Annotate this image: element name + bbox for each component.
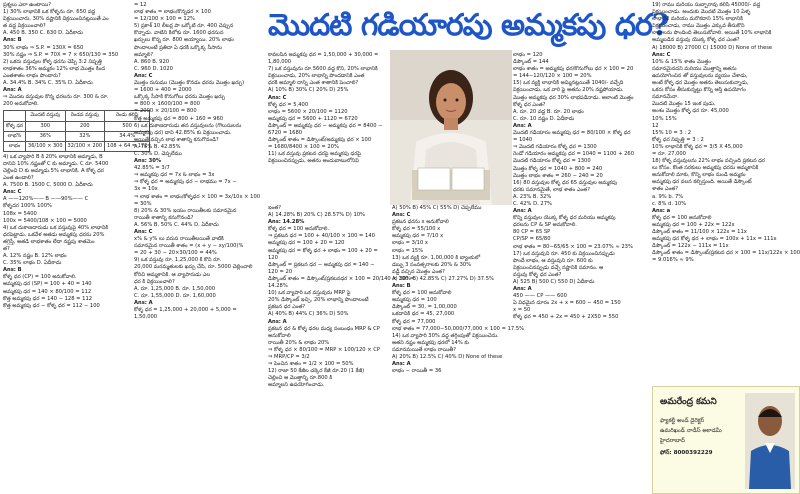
text-line: c. 8% d. 10% (652, 200, 687, 207)
text-line: 11) ఒక వస్తువు ప్రకటన ధరపై అమ్మకపు ధరపై (268, 151, 361, 158)
text-line: A) 10% B) 30% C) 20% D) 25% (268, 87, 349, 94)
text-line: A. 34.4% B. 34% C. 35% D. ఏదీకాదు (3, 80, 93, 87)
student-photo (390, 50, 512, 205)
text-line: C. 42% D. 27% (513, 200, 552, 207)
text-line: = 1680/8400 × 100 = 20% (268, 144, 339, 151)
table-header-cell (4, 111, 26, 121)
text-line: ధరలను CP & SP అనుకోవాలి. (513, 222, 577, 229)
text-line: శాతం ఎంత? (652, 186, 678, 193)
text-line: 3x = 10x (134, 186, 158, 193)
text-line: డిస్కౌంట్ శాతం = డిస్కౌంట్/ప్రకటనధర × 100 = 20/140 × 100 = (268, 275, 415, 282)
text-line: మొత్తం రుసుము (మొత్తం కొనడం ధరను మొత్తం ఖర్చు) (134, 80, 245, 87)
text-line: కోళ్ళ ధర ఎంత? (513, 101, 546, 108)
table-cell: 34.4% (105, 131, 150, 141)
text-line: ⇒ మొదట వస్తువుల కొన్న ధరలను రూ. 300 & రూ. (3, 94, 109, 101)
text-line: తగ్గిస్తే, అతడి లాభశాతం లేదా నష్టపు శాతమెం (3, 238, 95, 245)
text-line: ఖర్చులు కొన్న రూ. 800 అయ్యాయి. 20% లాభం (134, 37, 234, 44)
text-line: = 9.016% ≈ 9% (652, 257, 694, 264)
text-line: = 1600 + 400 = 2000 (134, 87, 192, 94)
text-line: A. రూ. 1,25,000 B. రూ. 1,50,000 (134, 285, 216, 292)
text-line: లాభ శాతం = 77,000−50,000/77,000 × 100 = 17.5% (392, 325, 525, 332)
text-line: డిస్కౌంట్ = 122x − 111x = 11x (652, 243, 729, 250)
text-line: Ans: A (3, 87, 22, 94)
text-line: 2) ఒకరు వస్తువుల కోళ్ళ ధరను చెప్పి 3:2 నిష్పత్తి (3, 58, 102, 65)
text-line: సమానమయితే లాభం రాయితీ? (392, 346, 457, 353)
text-line: ⇒ అమ్మకపు ధర = 7x & లాభం = 3x (134, 172, 215, 179)
text-line: విక్రయించాడు, ఒక వారి ఫై అతను 20% నష్టపోయాడు. (513, 87, 624, 94)
text-line: లాభ శాతం = 80−65/65 × 100 = 23.07% ≈ 23% (513, 243, 633, 250)
table-header-cell: మొదటి వస్తువు (26, 111, 66, 121)
text-line: A. 12% నష్టం B. 12% లాభం (3, 253, 67, 260)
text-line: 200 అనుకోవాలి. (3, 101, 39, 108)
text-line: Ans: a (652, 207, 671, 214)
text-line: 100x = 5400/108 × 100 = 5000 (3, 217, 87, 224)
text-line: సమానమైన రాయితీ శాతం = (x + y − xy/100)% (134, 243, 244, 250)
text-line: అమ్మకపు ధర = 100 + 22x = 122x (652, 221, 735, 228)
text-line: x% & y% లు వరుస రాయితీలయితే వాటికి (134, 236, 224, 243)
text-line: చెల్లించి D కు అమ్మాడు.5% లాభానికి. A కోళ్ళ ధర (3, 167, 104, 174)
text-line: C. 960 D. 1020 (134, 65, 173, 72)
text-line: 10% & 15% శాతం మొత్తం (652, 58, 711, 65)
text-line: రాయితీ శాతాన్ని కనుగొనండి? (134, 214, 194, 221)
text-line: అమ్మకపు ధర) దాని 42.85% కు విక్రయించాడు. (134, 129, 232, 136)
text-line: వడ్డీ వచ్చిన మొత్తం ఎంత? (392, 268, 445, 275)
text-line: సమానమైనదని మరియు మొత్తాన్ని అతను (652, 65, 737, 72)
text-line: కోరిచి అమ్మకానికి. ఆ వ్యాపారుడు ఎల (134, 271, 211, 278)
text-line: 17) ఒక వస్తువుని రూ. 450 కు విక్రయించినప్పుడు (513, 250, 615, 257)
text-line: డిస్కౌంట్ = 144 (513, 59, 549, 66)
table-header-cell: రెండు కలిపి (105, 111, 150, 121)
text-line: = 30% (134, 200, 152, 207)
text-line: = 144−120/120 × 100 = 20% (513, 73, 592, 80)
text-line: 14) ఒక వ్యాపారి 30% వద్ద తగ్గింపుతో విక్రయించెను. (392, 332, 499, 339)
table-cell: కోళ్ళ ధర (4, 121, 26, 131)
text-line: వస్తువు కోళ్ళ ధర ఎంత? (513, 271, 562, 278)
table-cell: 32% (65, 131, 105, 141)
text-line: కోళ్ళదర 100% 100% (3, 203, 52, 210)
text-line: Ans: C (134, 229, 153, 235)
text-line: కోళ్ళ ధర = 1,25,000 + 20,000 + 5,000 = (134, 307, 237, 314)
text-line: కోళ్ళ ధర (CP) = 100 అనుకోవాలి. (3, 274, 77, 281)
text-line: A) 525 B) 500 C) 550 D) ఏదీకాదు (513, 279, 595, 285)
author-city: హైదరాబాద్ (660, 438, 685, 444)
text-line: A) 30% B) 42.85% C) 27.27% D) 37.5% (392, 275, 494, 282)
text-line: Ans: A (134, 299, 153, 306)
text-line: = 20 + 30 − 20×30/100 = 44% (134, 250, 217, 257)
text-line: 120 (268, 254, 278, 261)
text-line: A) 18000 B) 27000 C) 15000 D) None of these (652, 44, 773, 51)
table-row (4, 141, 150, 151)
text-line: A. 56% B. 50% C. 44% D. ఏదీకాదు (134, 221, 219, 228)
text-line: ఒక్కొక్క సీసాకి కొనుగోలు ధరను మొత్తం ఖర్చు (134, 94, 226, 101)
text-line: అమ్మకపు ధర = 100 (392, 297, 437, 304)
text-line: 12 (652, 122, 659, 129)
text-line: C. రూ. 1,55,000 D. రూ. 1,60,000 (134, 292, 216, 299)
text-line: విక్రయించినప్పుడు వచ్చే నష్టానికి సమానం. ఆ (513, 264, 604, 271)
text-line: లు కోసం. కొంత సరకులు అమ్మకపు ధరను అమ్మకానికి (652, 165, 759, 172)
text-line: CP/SP = 65/80 (513, 236, 551, 243)
text-line: కొత్త అమ్మకపు ధర = 140 − 128 = 112 (3, 295, 93, 302)
text-line: Ans: C (392, 212, 411, 219)
text-line: దానిని 10% నష్టంతో C కు అమ్మాడు. C రూ. 5400 (3, 160, 109, 167)
text-line: లాభ శాతం = లాభం/కొన్నధర × 100 (134, 9, 211, 16)
text-line: ధరకి అమ్మాలి దాన్ని ఎంత శాతానికి పెంచాలి? (268, 80, 359, 87)
text-line: A) 20% B) 12.5% C) 40% D) None of these (392, 353, 503, 360)
text-line: ప్రశ్నలు ఎలా ఉంటాయి? (3, 2, 52, 8)
text-line: డిస్కౌంట్ = ప్రకటన ధర − అమ్మకపు ధర = 140 − (268, 261, 375, 268)
article-title: మొదటి గడియారపు అమ్మకపు ధర? (268, 8, 669, 43)
text-line: 80 CP = 65 SP (513, 229, 551, 236)
text-line: 450 —— CP —— 600 (513, 293, 567, 300)
text-line: అమ్మకపు ధర కోళ్ళ ధర + లాభం = 100x + 11x = 111x (652, 236, 777, 243)
text-line: ధరకు సమానమైతే, లాభ శాతం ఎంత? (513, 186, 590, 193)
text-line: = 12/100 × 100 = 12% (134, 16, 195, 23)
text-line: x = 50 (513, 307, 531, 314)
text-line: డిస్కౌంట్ శాతం = డిస్కౌంట్/అమ్మకపు ధర × 100 (268, 137, 372, 144)
text-line: అనుకోవాలి (268, 332, 291, 339)
text-line: ⇒ ప్రకటన ధర = 100 + 40/100 × 100 = 140 (268, 233, 375, 240)
text-line: A. 450 B. 350 C. 630 D. ఏదీకాదు (3, 30, 83, 37)
text-line: ఒకదానికి ధర = 45, 27,000 (392, 311, 455, 318)
author-org: ఉమరిఖండ్ నాడీస్ అకాడమీ (660, 428, 722, 434)
text-line: పొందే లాభం, ఆ వస్తువుని రూ. 600 కు (513, 257, 593, 264)
text-line: అంటే కోళ్ళ ధర మొత్తం అతను తెలుసుకున్నాడు, (652, 80, 749, 87)
text-line: = 2000 × 20/100 = 800 (134, 108, 197, 115)
text-line: డిస్కౌంట్ = అమ్మకపు ధర − అమ్మకపు ధర = 8400 − (268, 122, 383, 129)
text-line: కోళ్ళ ధర = 55/100 x (392, 226, 441, 233)
text-line: ⇒ మొదటి గడియారం కోళ్ళ ధర = 1300 (513, 144, 597, 151)
text-line: విక్రయించాడు, రాము మొత్తం ఎక్కువ తీసుకొని (652, 23, 745, 30)
text-line: త? (3, 246, 10, 252)
text-line: A. 23% B. 32% (513, 193, 552, 200)
text-line: అమ్మకపు ధర = 7/10 x (392, 233, 444, 240)
column-4 (513, 52, 649, 492)
text-line: మొత్తం అమ్మకపు ధర 30% లాభపడినాడు. అలాంటి మొత్తం (513, 94, 634, 101)
table-cell: లాభ% (4, 131, 26, 141)
text-line: ⇒ కోళ్ళ ధర = అమ్మకపు ధర − లాభము = 7x − (134, 179, 237, 186)
text-line: అమ్మబడిన వస్తువు యొక్క కోళ్ళ ధర ఎంత? (652, 37, 740, 44)
text-line: అమ్మాలని ఉపయోగించాడు. (268, 382, 325, 389)
text-line: 6720 = 1680 (268, 130, 303, 137)
text-line: 42.85% = 3/7 (134, 165, 170, 172)
student-reading-illustration (390, 50, 512, 205)
text-line: కోళ్ళ ధర = 77,000 (392, 318, 436, 325)
text-line: 4) ఒక దుకాణదారుడు ఒక వస్తువుపై 40% లాభానికి (3, 224, 109, 231)
table-row (4, 131, 150, 141)
text-line: ఇంత? (268, 205, 281, 211)
text-line: లాభం శాతం = అమ్మకపు ధర/కొనుగోలు ధర × 100 = 20 (513, 66, 634, 73)
text-line: ఏ విధమైన దూరం 2x + x = 600 − 450 = 150 (513, 300, 621, 307)
text-line: 6) ఒక దుకాణదారుడు తన వస్తువులను (గొలుసులను (134, 122, 242, 129)
text-line: 15% 10 = 3 : 2 (652, 129, 692, 136)
text-line: కోళ్ళ ధర = 5,400 (268, 101, 309, 108)
text-line: త వద్ద విక్రయించాలి? (3, 23, 46, 30)
text-line: కొత్త అమ్మకపు ధర − కోళ్ళ ధర = 112 − 100 (3, 302, 100, 309)
text-line: C. 30% D. చెప్పలేము (134, 150, 182, 157)
text-line: అతని నష్టం అమ్మకపు ధరలో 14% కు (392, 339, 469, 346)
text-line: ఒకరు కోసం తీసుకున్నట్టు కొన్ని ఆస్తి ఉపయోగం (652, 87, 746, 94)
text-line: ఎంత ఉండాలి? (3, 175, 34, 182)
table-cell: 200 (65, 121, 105, 131)
table-row (4, 121, 150, 131)
author-name: అమరేంద్ర కమని (660, 397, 717, 407)
text-line: అమ్మకపు ధర = 140 × 80/100 = 112 (3, 288, 92, 295)
text-line: కోళ్ళ ధర = 100 అనుకోవాలి (652, 214, 712, 221)
text-line: పొందాలంటే ప్రతిదా ఏ ధరకి ఒక్కొక్క సీసాను (134, 44, 222, 51)
text-line: = 800 × 1600/100 = 800 (134, 101, 200, 108)
text-line: కోళ్ళ ధర = 450 + 2x = 450 + 2X50 = 550 (513, 314, 619, 321)
text-line: ధర కి విక్రయించాలి? (134, 278, 175, 285)
text-line: Ans: A (392, 361, 411, 368)
text-line: అమ్మకపు ధర = కోళ్ళ ధర + లాభం = 100 + 20 = (268, 247, 378, 254)
text-line: మొదటి గడియారం కోళ్ళ ధర = 1300 (513, 158, 591, 165)
text-line: ⇒ కోళ్ళ ధర × 80/100 = MRP × 100/120 × CP (268, 346, 380, 353)
text-line: సమానమేనా. (652, 94, 679, 101)
text-line: అమ్మకపు ధర (SP) = 100 + 40 = 140 (3, 281, 92, 288)
table-cell: 500 (105, 121, 150, 131)
text-line: డిస్కౌంట్ = 30, = 1,00,000 (392, 304, 457, 311)
text-line: = 12 (134, 2, 147, 8)
text-line: Ans: A (268, 318, 287, 325)
text-line: అమ్మాలి? (134, 51, 154, 58)
text-line: Ans: 14.28% (268, 219, 305, 226)
text-line: Ans: C (652, 51, 671, 58)
text-line: ⇒ MRP/CP = 3/2 (268, 353, 310, 360)
text-line: మొదటి మొత్తం 15 ఇంక పుడు, (652, 101, 716, 108)
text-line: 8) 20% & 30% ఇయం రాయితీలకు సమానమైన (134, 207, 237, 214)
text-line: 108x = 5400 (3, 210, 37, 217)
text-line: కొన్ని వస్తువుల యొక్క కోళ్ళ ధర మరియు అమ్మకపు (513, 215, 616, 222)
text-line: కోళ్ళ ధర = 100 అనుకోవాలి. (268, 226, 330, 233)
text-line: 1) 30% లాభానికి ఒక కోళ్ళను రూ. 650 వద్ద (3, 9, 96, 16)
text-line: Ans: 30% (134, 158, 162, 165)
text-line: Ans: B (392, 283, 411, 290)
text-line: A) 14.28% B) 20% C) 28.57% D) 10% (268, 212, 365, 219)
text-line: A. 7500 B. 1500 C. 5000 D. ఏదీకాదు (3, 182, 93, 189)
text-line: డబ్బు 3 సంవత్సరాలకు 20% & 30% (392, 261, 472, 268)
text-line: మొదటి గడియారం అమ్మకపు ధర = 80/100 × కోళ్ళ ధర (513, 130, 631, 137)
text-line: కొన్నాడు. వాటిని కిలోకు రూ. 1600 ధరసున (134, 30, 224, 37)
text-line: అమ్మకపు ధర = 100 + 20 = 120 (268, 240, 345, 247)
text-line: A. 75% B. 42.85% (134, 143, 181, 150)
text-line: మొత్తం కోళ్ళ ధర = 1040 + 800 = 240 (513, 165, 603, 172)
text-line: A. రూ. 20 వద్ద B. రూ. 20 లాభం (513, 108, 584, 115)
text-line: A ——120%—— B ——90%—— C (3, 196, 89, 203)
table-cell: 108 + 64 = 172 (105, 141, 150, 151)
text-line: 12) రాజా 50 కేజీల చక్కెర కేజీ రూ.20 (1 కేజీ) (268, 368, 365, 375)
column-2 (134, 2, 264, 492)
text-line: 1,50,000 (134, 314, 158, 321)
text-line: లాభాలను పొందింది తెలుసుకోవాలి. అయితే 10% లాభానికి (652, 30, 772, 37)
text-line: 13) ఒక వ్యక్తి రూ. 1,00,000 కి బ్యాంకులో (392, 254, 481, 261)
text-line: Ans: C (268, 94, 287, 101)
text-line: A) 40% B) 44% C) 36% D) 50% (268, 311, 349, 318)
table-cell: 32/100 × 200 (65, 141, 105, 151)
text-line: ఎంతశాతం లాభం పొందారు? (3, 72, 61, 79)
text-line: 9) ఒక వస్తువు రూ. 1,25,000 కి కొని రూ. (134, 257, 222, 264)
text-line: లాభానికి మరియు మరొకదాని 15% లాభానికి (652, 16, 743, 23)
text-line: 5) ప్రకాశ్ 10 లీటర్ల పా ఒక్కోటి రూ. 400 చెప్పున (134, 23, 234, 30)
text-line: 4) ఒక వ్యాపారి B కి 20% లాభానికి అమ్మాడు, B (3, 153, 103, 160)
text-line: = రూ. 27,000 (652, 150, 686, 157)
text-line: కోళ్ళ ధర = 100 అనుకోవాలి (392, 290, 452, 297)
column-3-top (268, 52, 386, 207)
text-line: 10% లాభానికి కోళ్ళ ధర = 3/5 X 45,000 (652, 143, 743, 150)
table-cell: 36% (26, 131, 66, 141)
text-line: ⇒ పెంచిన శాతం = 1/2 × 100 = 50% (268, 361, 354, 368)
text-line: 30% నష్టం ⇒ S.P. = 70X = 7 × 650/130 = 350 (3, 51, 119, 58)
text-line: 10) ఒక వ్యాపారి ఒక వస్తువును MRP పై (268, 290, 351, 297)
text-line: విక్రయించాడు, 20% లాభాన్ని పొందడానికి ఎంత (268, 73, 365, 80)
text-line: లాభం = 3/10 x (392, 240, 428, 247)
table-cell: 36/100 × 300 (26, 141, 66, 151)
text-line: 14.28% (268, 283, 288, 290)
text-line: ప్రకటన ధరను x అనుకోవాలి (392, 219, 449, 226)
table-cell: లాభం (4, 141, 26, 151)
text-line: అంశం మొత్తం కోళ్ళ ధర రూ. 45,000 (652, 108, 729, 115)
text-line: 1,80,000 (268, 59, 292, 66)
text-line: అయితే వచ్చిన లాభ శాతాన్ని కనుగొనండి? (134, 136, 219, 143)
text-line: 120 = 20 (268, 268, 293, 275)
text-line: విక్రయించారు, 30% నష్టానికి విక్రయించినట్లయితే ఎం (3, 16, 109, 23)
text-line: లాభం = 120 (513, 52, 543, 58)
text-line: లాభం = 15% (392, 247, 424, 254)
author-role: ఫ్యాకల్టీ అండ్ డైరెక్టర్ (660, 418, 705, 424)
text-line: 18) కోళ్ళ వస్తువులను 22% లాభం వచ్చింది ప్రకటన ధర (652, 158, 765, 165)
text-line: Ans: A (513, 122, 532, 129)
text-line: Ans: A (513, 286, 532, 293)
text-line: చెల్లించి ఆ మొత్తాన్ని రూ.800 కి (268, 375, 333, 382)
text-line: 19) రాము మరియు సుబ్బారావు కలిసి 45000/- వద్ద (652, 2, 761, 8)
author-phone: ఫోన్: 8000392229 (660, 450, 713, 456)
text-line: విక్రయించినప్పుడు, అతను అందుబాటులోనివి (268, 158, 359, 165)
text-line: విక్రయించాడు. అందుకు మొదటి మొత్తం 10 ఏళ్ళ (652, 9, 751, 16)
profit-table (3, 110, 150, 151)
text-line: 20,000 మరమ్మతులకు ఖర్చు చేసి, రూ. 5000 చెల్లించాలి (134, 264, 253, 271)
text-line: రెండో గడియారం అమ్మకపు ధర = 1040 = 1100 + 260 (513, 151, 635, 158)
text-line: A. 860 B. 920 (134, 58, 170, 65)
text-line: కోళ్ళ ధర నిష్పత్తి = 3 : 2 (652, 136, 704, 143)
text-line: డిస్కౌంట్ శాతం = డిస్కౌంట్/ప్రకటన ధర × 100 = 11x/122x × 100 (652, 250, 800, 257)
text-line: 7) ఒక వస్తువును రూ.5600 వద్ద కొని, 20% లాభానికి (268, 66, 378, 73)
text-line: రాయితీ 20% & లాభం 20% (268, 339, 330, 346)
text-line: Ans: B (3, 37, 22, 44)
text-line: డిస్కౌంట్ శాతం = 11/100 × 122x = 11x (652, 229, 747, 235)
text-line: C. రూ. 10 నష్టం D. ఏదీకాదు (513, 115, 575, 122)
text-line: 10% 15% (652, 115, 677, 122)
text-line: ప్రకటన ధర & కోళ్ళ ధరల మధ్య సంబంధం MRP & CP (268, 325, 380, 332)
text-line: లాభం − రాయితీ = 36 (392, 368, 442, 375)
author-photo (745, 393, 795, 489)
text-line: A) 50% B) 45% C) 55% D) చెప్పలేము (392, 205, 482, 211)
text-line: Ans: C (134, 72, 153, 79)
text-line: లాభశాతం 36% అమ్మకం 12% లాభ మొత్తం కింద (3, 65, 105, 72)
text-line: ఉపయోగించిన తో వస్తువులను వ్యయం చేశాడు, (652, 72, 748, 79)
column-5 (652, 2, 798, 382)
text-line: కొత్త అమ్మకపు ధర = 800 + 160 = 960 (134, 115, 224, 122)
text-line: Ans: C (3, 189, 22, 196)
text-line: 16) 80 వస్తువుల కోళ్ళ ధర 65 వస్తువుల అమ్మకపు (513, 179, 618, 186)
text-line: కావలసిన అమ్మకపు ధర = 1,50,000 + 30,000 = (268, 52, 379, 58)
text-line: 30% లాభం ⇒ S.P. = 130X = 650 (3, 44, 84, 51)
text-line: లాభం = 5600 × 20/100 = 1120 (268, 108, 348, 115)
text-line: మొత్తం లాభం శాతం = 260 − 240 = 20 (513, 172, 603, 179)
table-cell: 300 (26, 121, 66, 131)
text-line: a. 9% b. 7% (652, 193, 684, 200)
table-header-cell: రెండవ వస్తువు (65, 111, 105, 121)
text-line: Ans: A (513, 208, 532, 215)
text-line: 20% డిస్కౌంట్ ఇచ్చి, 20% లాభాన్ని పొందాలంటే (268, 297, 369, 304)
author-box (652, 386, 800, 494)
text-line: C. 35% లాభం D. ఏదీకాదు (3, 260, 62, 267)
text-line: Ans: B (3, 267, 22, 274)
text-line: ధరపెట్టాడు. ఒకవేళ అతడు అమ్మకపు ధరను 20% (3, 231, 105, 238)
text-line: = 1040 (513, 137, 533, 144)
text-line: 15) ఒక వ్యక్తి లాభానికి అమ్మినట్లయితే 1040/- వచ్చేది (513, 80, 624, 87)
text-line: అమ్మకపు ధర = 5600 + 1120 = 6720 (268, 115, 358, 122)
text-line: ⇒ లాభ శాతం = లాభం/కోళ్ళధర × 100 = 3x/10x × 100 (134, 193, 261, 200)
text-line: ప్రకటన ధర ఎంత? (268, 304, 306, 311)
text-line: అనుకోవాలి మాకు, కొన్ని లాభం నుండి అమ్మకం (652, 172, 746, 179)
text-line: అమ్మకపు ధర వలన కల్పిస్తుంది. అయితే డిస్కౌంట్ (652, 179, 752, 186)
